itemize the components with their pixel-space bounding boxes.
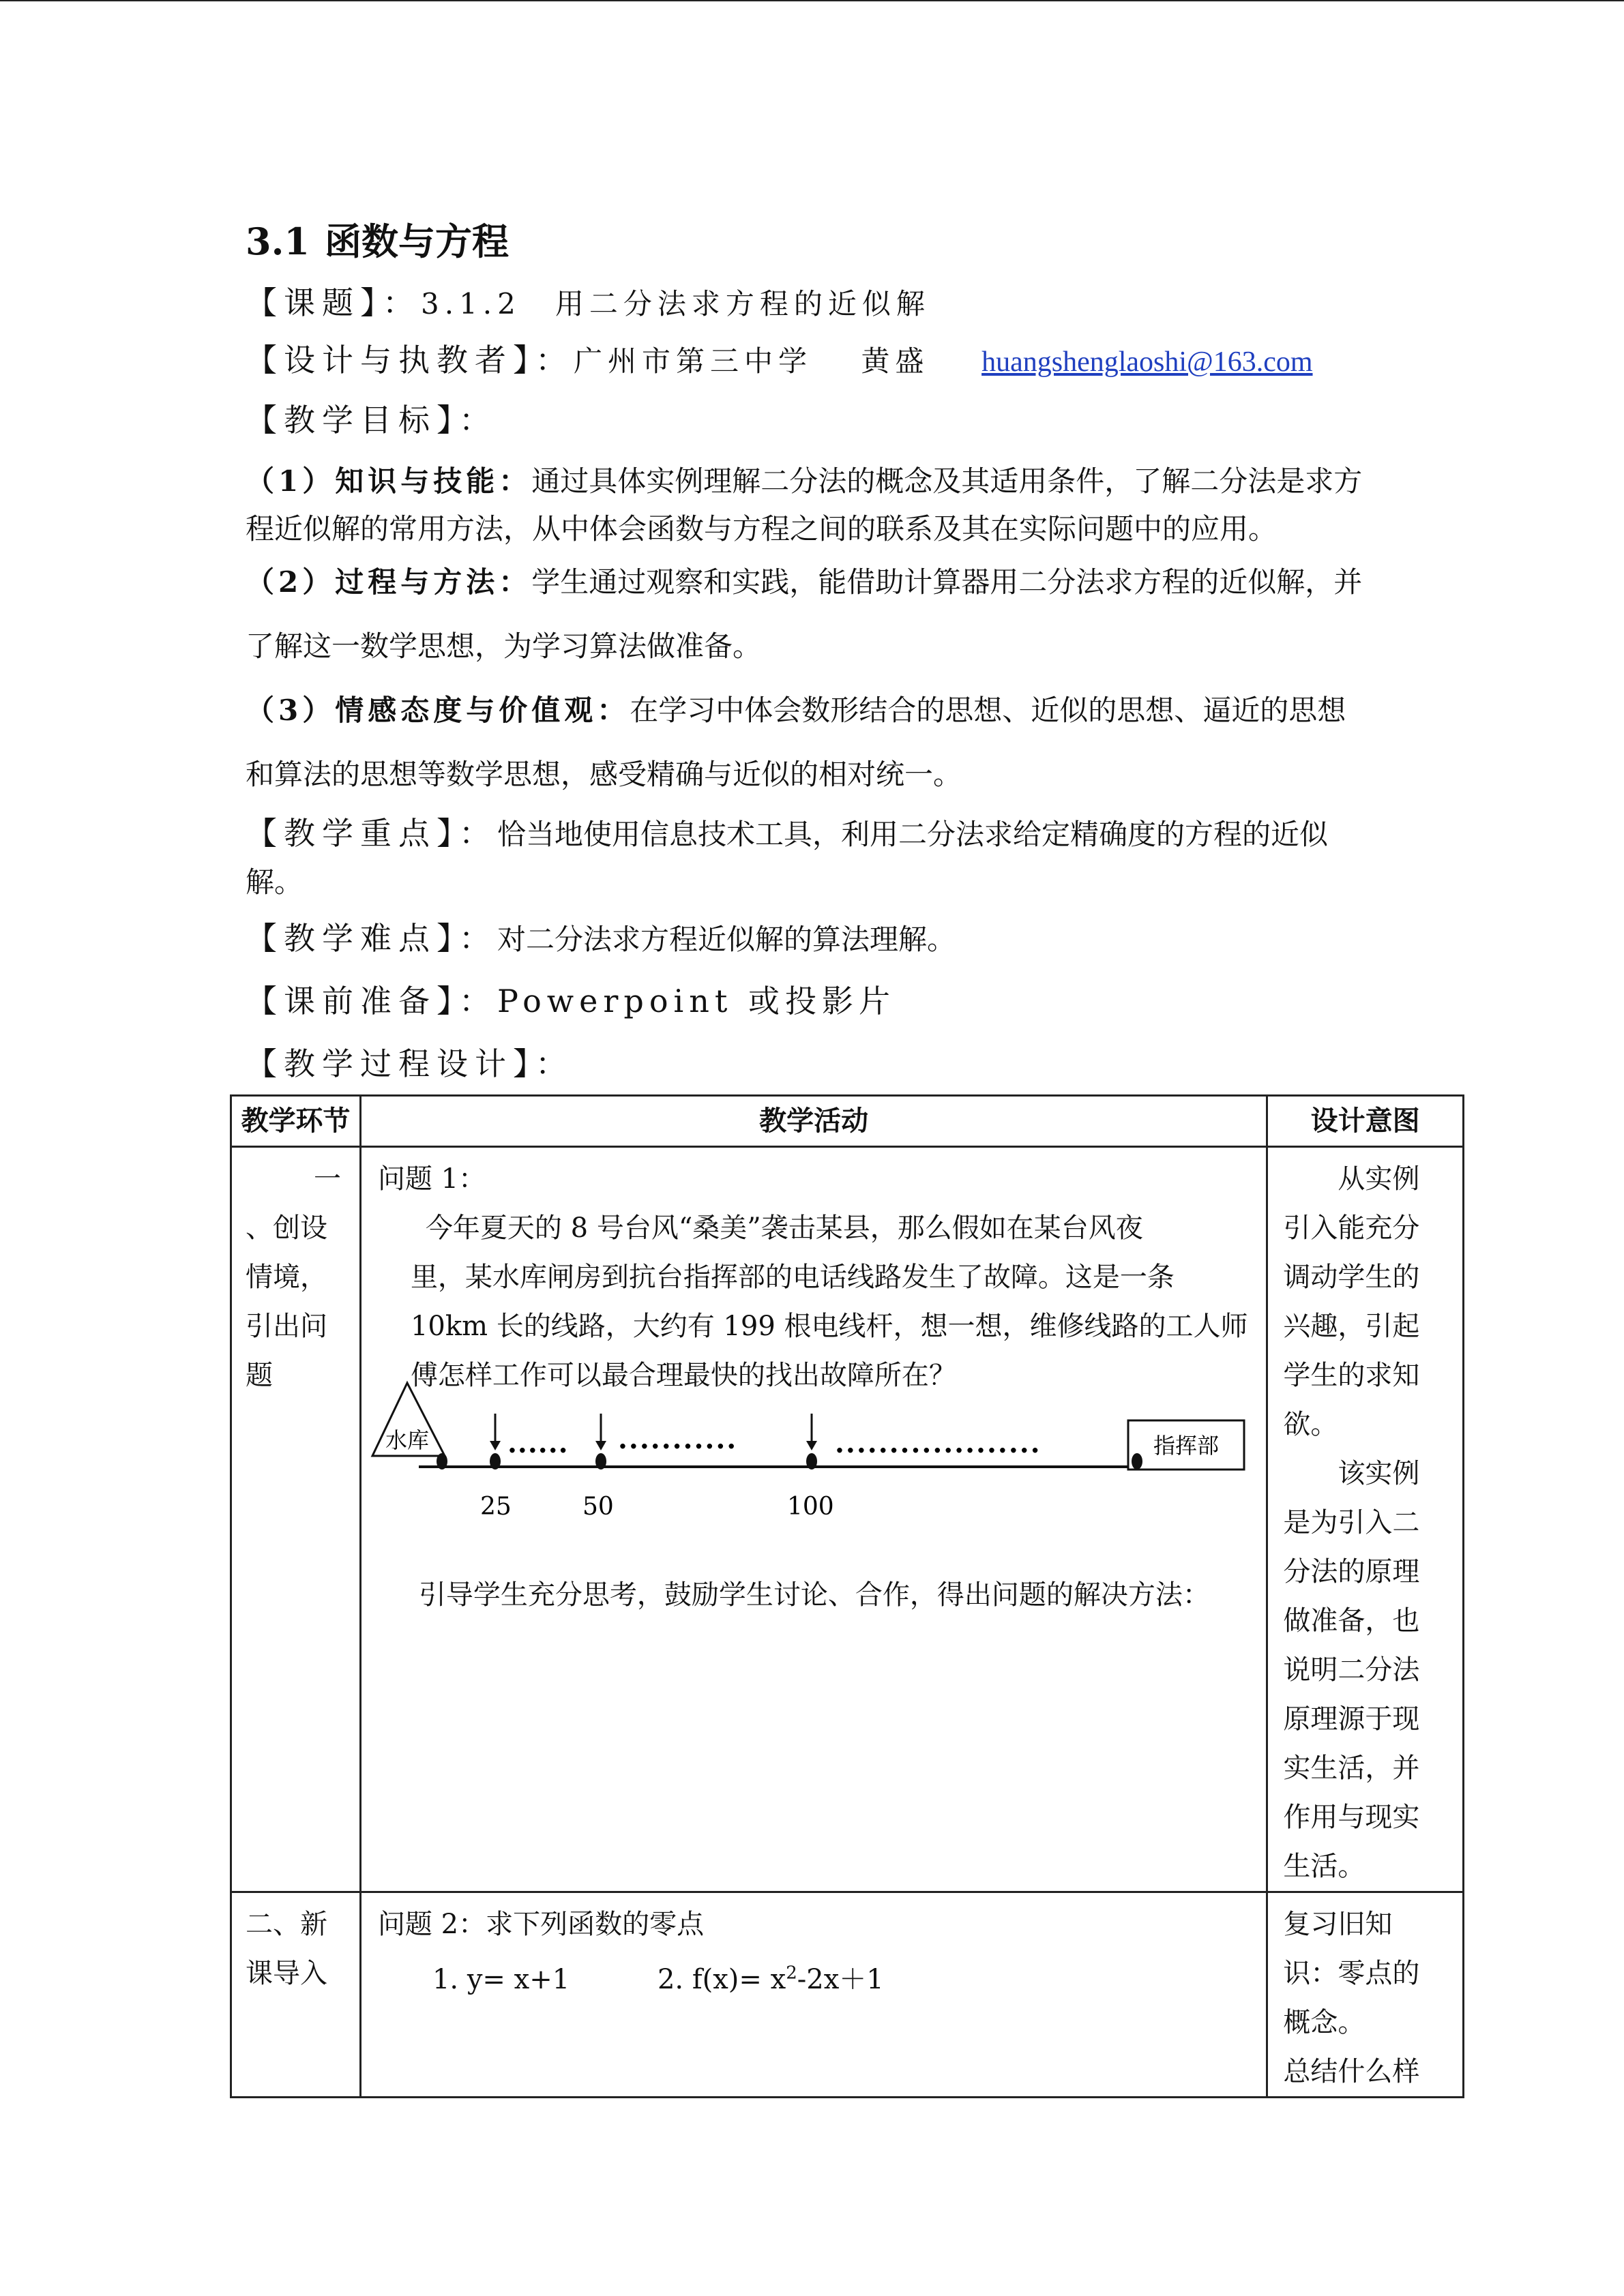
- intent-1-line: 学生的求知: [1283, 1360, 1420, 1391]
- designer-line: [246, 340, 1313, 383]
- pole-dot: [1132, 1453, 1142, 1470]
- goals-heading: [246, 400, 497, 442]
- goal-1-label: （1）知识与技能：: [246, 464, 532, 498]
- intent-1-line: 生活。: [1283, 1851, 1365, 1882]
- intent-2-line: 概念。: [1283, 2007, 1365, 2038]
- pole-dot: [806, 1453, 817, 1470]
- problem-1-line: 傅怎样工作可以最合理最快的找出故障所在？: [410, 1360, 956, 1391]
- stage-1-line: 、创设: [246, 1212, 327, 1244]
- stage-2-line: 课导入: [246, 1958, 327, 1989]
- pole-dot: [437, 1453, 447, 1470]
- intent-1-line: 兴趣，引起: [1283, 1311, 1420, 1342]
- email-link[interactable]: huangshenglaoshi@163.com: [981, 346, 1313, 378]
- tick-label: 25: [479, 1493, 512, 1521]
- preparation-text: Powerpoint 或投影片: [497, 983, 896, 1019]
- header-intent: 设计意图: [1267, 1096, 1464, 1147]
- process-heading: [246, 1043, 574, 1086]
- command-label: 指挥部: [1153, 1433, 1219, 1459]
- stage-1-line: 情境，: [246, 1262, 327, 1293]
- designer-label: 【设计与执教者】：: [246, 342, 574, 378]
- ellipsis-3: ···················: [834, 1435, 1042, 1467]
- ellipsis-2: ···········: [617, 1431, 738, 1463]
- goals-label: 【教学目标】：: [246, 402, 497, 438]
- power-line-diagram: [378, 1400, 1251, 1570]
- topic-value: 3.1.2 用二分法求方程的近似解: [421, 287, 930, 320]
- key-points-line-2: [246, 862, 303, 903]
- goal-2-text-cont: 了解这一数学思想，为学习算法做准备。: [246, 629, 762, 663]
- arrow-50-head: [595, 1441, 606, 1450]
- intent-1-line: 实生活，并: [1283, 1753, 1420, 1784]
- key-points-label: 【教学重点】：: [246, 815, 497, 852]
- function-1: 1. y= x+1: [432, 1964, 570, 1996]
- intent-1-line: 原理源于现: [1283, 1703, 1420, 1735]
- problem-2-title: 问题 2：求下列函数的零点: [377, 1909, 705, 1940]
- goal-1-text-cont: 程近似解的常用方法，从中体会函数与方程之间的联系及其在实际问题中的应用。: [246, 512, 1278, 546]
- topic-label: 【课题】：: [246, 284, 421, 321]
- arrow-100-head: [806, 1441, 817, 1450]
- power-line-svg: [364, 1380, 1251, 1550]
- intent-1-line: 作用与现实: [1283, 1802, 1420, 1833]
- goal-3-text: 在学习中体会数形结合的思想、近似的思想、逼近的思想: [630, 694, 1346, 727]
- function-2-prefix: 2. f(x)= x: [657, 1964, 786, 1996]
- header-stage: 教学环节: [231, 1096, 361, 1147]
- difficulty-text: 对二分法求方程近似解的算法理解。: [497, 923, 956, 956]
- guide-text: 引导学生充分思考，鼓励学生讨论、合作，得出问题的解决方法：: [418, 1579, 1210, 1611]
- function-2-exponent: 2: [786, 1963, 797, 1984]
- intent-1-line: 调动学生的: [1283, 1262, 1420, 1293]
- preparation-line: [246, 981, 896, 1023]
- section-heading: [246, 213, 509, 265]
- stage-1-line: 题: [246, 1360, 273, 1391]
- goal-2-label: （2）过程与方法：: [246, 565, 532, 599]
- intent-2-line: 总结什么样: [1283, 2056, 1420, 2087]
- stage-1-line: 引出问: [246, 1311, 327, 1342]
- stage-1-line: 一: [314, 1163, 341, 1195]
- goal-3-text-cont: 和算法的思想等数学思想，感受精确与近似的相对统一。: [246, 758, 962, 791]
- topic-line: [246, 282, 930, 325]
- intent-1-line: 是为引入二: [1283, 1507, 1420, 1538]
- key-points-text-cont: 解。: [246, 865, 304, 899]
- reservoir-label: 水库: [385, 1427, 429, 1453]
- goal-3-line-1: [246, 690, 1346, 731]
- goal-3-label: （3）情感态度与价值观：: [246, 694, 630, 727]
- key-points-line-1: [246, 813, 1328, 855]
- section-title: 函数与方程: [324, 220, 509, 263]
- problem-1-line: 里，某水库闸房到抗台指挥部的电话线路发生了故障。这是一条: [410, 1262, 1175, 1293]
- intent-1-line: 做准备，也: [1283, 1605, 1420, 1637]
- intent-1-line: 欲。: [1283, 1409, 1338, 1440]
- difficulty-label: 【教学难点】：: [246, 920, 497, 957]
- intent-2-line: 复习旧知: [1283, 1909, 1393, 1940]
- goal-1-text: 通过具体实例理解二分法的概念及其适用条件，了解二分法是求方: [531, 464, 1363, 498]
- intent-cell-2: [1267, 1892, 1464, 2098]
- function-2-suffix: -2x＋1: [797, 1964, 884, 1996]
- ellipsis-1: ······: [507, 1435, 569, 1467]
- lesson-plan-table: [230, 1094, 1464, 2098]
- arrow-25-head: [490, 1441, 501, 1450]
- key-points-text: 恰当地使用信息技术工具，利用二分法求给定精确度的方程的近似: [497, 818, 1329, 851]
- goal-1-line-2: [246, 509, 1277, 550]
- table-row: [231, 1147, 1464, 1892]
- section-number: 3.1: [246, 220, 310, 263]
- function-2: [658, 1964, 884, 1995]
- stage-cell-2: [231, 1892, 361, 2098]
- goal-2-line-2: [246, 626, 761, 667]
- intent-cell-1: [1267, 1147, 1464, 1892]
- preparation-label: 【课前准备】：: [246, 983, 497, 1019]
- intent-1-line: 分法的原理: [1283, 1556, 1420, 1587]
- goal-2-line-1: [246, 562, 1362, 603]
- table-header-row: [231, 1096, 1464, 1147]
- problem-1-line: 今年夏天的 8 号台风“桑美”袭击某县，那么假如在某台风夜: [425, 1212, 1143, 1244]
- difficulty-line: [246, 918, 956, 960]
- intent-1-line: 引入能充分: [1283, 1212, 1420, 1244]
- functions-line: [378, 1949, 1251, 2004]
- process-label: 【教学过程设计】：: [246, 1045, 574, 1082]
- problem-1-line: 10km 长的线路，大约有 199 根电线杆，想一想，维修线路的工人师: [410, 1311, 1248, 1342]
- stage-cell-1: [231, 1147, 361, 1892]
- tick-label: 100: [786, 1493, 834, 1521]
- designer-value: 广州市第三中学 黄盛: [574, 344, 930, 378]
- goal-2-text: 学生通过观察和实践，能借助计算器用二分法求方程的近似解，并: [531, 565, 1363, 599]
- activity-cell-2: [360, 1892, 1267, 2098]
- activity-cell-1: [360, 1147, 1267, 1892]
- pole-dot: [490, 1453, 501, 1470]
- pole-dot: [595, 1453, 606, 1470]
- goal-1-line-1: [246, 461, 1362, 502]
- header-activity: 教学活动: [360, 1096, 1267, 1147]
- intent-1-line: 该实例: [1338, 1458, 1420, 1489]
- stage-2-line: 二、新: [246, 1909, 327, 1940]
- intent-1-line: 从实例: [1338, 1163, 1420, 1195]
- goal-3-line-2: [246, 754, 962, 795]
- table-row: [231, 1892, 1464, 2098]
- tick-label: 50: [582, 1493, 614, 1521]
- problem-1-title: 问题 1：: [377, 1163, 486, 1195]
- intent-1-line: 说明二分法: [1283, 1654, 1420, 1686]
- intent-2-line: 识：零点的: [1283, 1958, 1420, 1989]
